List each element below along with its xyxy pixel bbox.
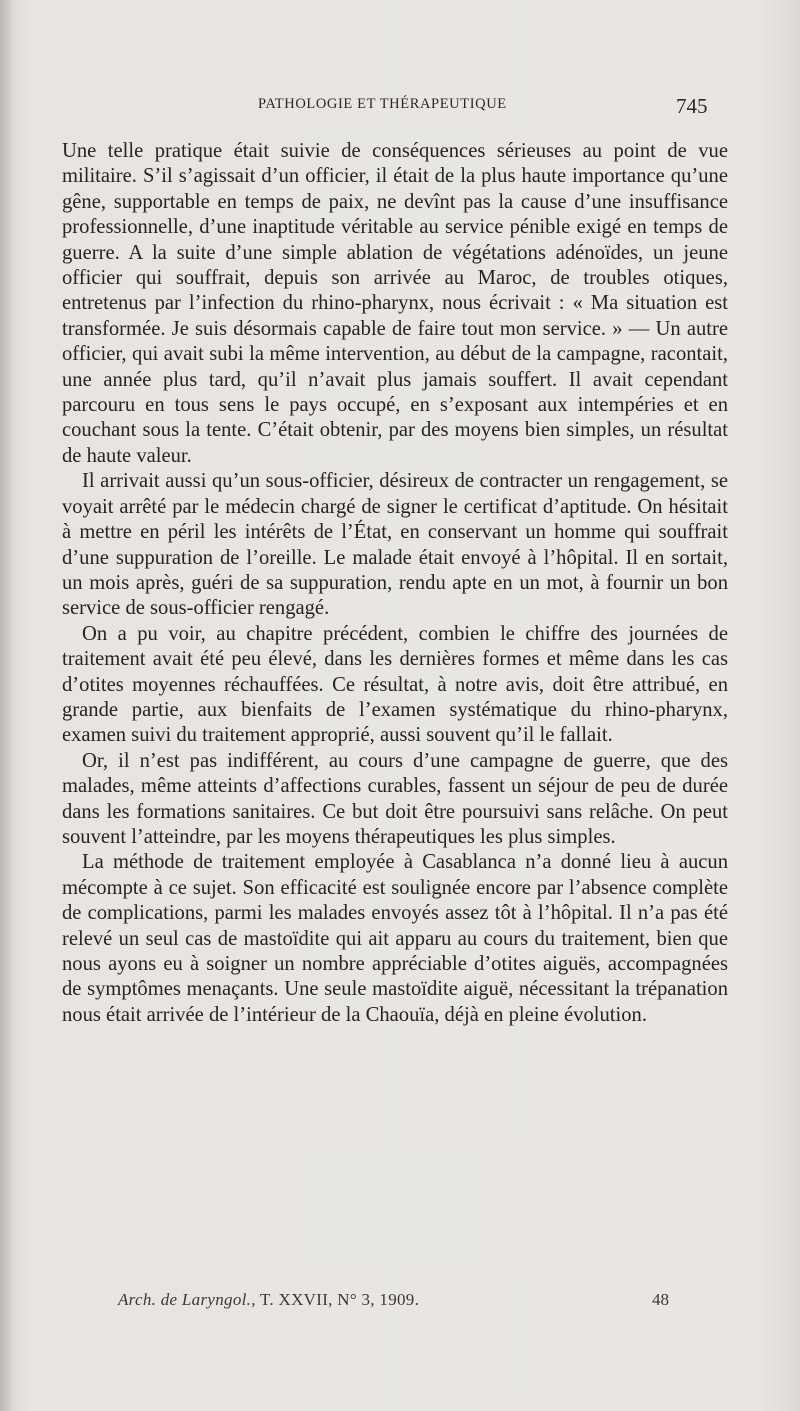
- binding-shadow: [0, 0, 14, 1411]
- paragraph: Il arrivait aussi qu’un sous-officier, désireux de contracter un rengagement, se voyait arrêté par le médecin chargé de signer le certificat d’aptitude. On hésitait à mettre en péril les intérêts de l’État, en conservant un homme qui souffrait d’une suppuration de l’oreille. Le malade était envoyé à l’hôpital. Il en sortait, un mois après, guéri de sa suppuration, rendu apte en un mot, à fournir un bon service de sous-officier rengagé.: [62, 470, 728, 620]
- paragraph: Une telle pratique était suivie de conséquences sérieuses au point de vue militaire. S’il s’agissait d’un officier, il était de la plus haute importance qu’une gêne, supportable en temps de paix, ne devînt pas la cause d’une insuffisance professionnelle, d’une inaptitude véritable au service pénible exigé en temps de guerre. A la suite d’une simple ablation de végétations adénoïdes, un jeune officier qui souffrait, depuis son arrivée au Maroc, de troubles otiques, entretenus par l’infection du rhino-pharynx, nous écrivait : « Ma situation est transformée. Je suis désormais capable de faire tout mon service. » — Un autre officier, qui avait subi la même intervention, au début de la campagne, racontait, une année plus tard, qu’il n’avait plus jamais souffert. Il avait cependant parcouru en tous sens le pays occupé, en s’exposant aux intempéries et en couchant sous la tente. C’était obtenir, par des moyens bien simples, un résultat de haute valeur.: [62, 140, 728, 467]
- running-head: PATHOLOGIE ET THÉRAPEUTIQUE: [258, 96, 507, 112]
- paragraph: La méthode de traitement employée à Casablanca n’a donné lieu à aucun mécompte à ce sujet. Son efficacité est soulignée encore par l’absence complète de complications, parmi les malades envoyés assez tôt à l’hôpital. Il n’a pas été relevé un seul cas de mastoïdite qui ait apparu au cours du traitement, bien que nous ayons eu à soigner un nombre appréciable d’otites aiguës, accompagnées de symptômes menaçants. Une seule mastoïdite aiguë, nécessitant la trépanation nous était arrivée de l’intérieur de la Chaouïa, déjà en pleine évolution.: [62, 851, 728, 1026]
- journal-name: Arch. de Laryngol.,: [118, 1290, 256, 1309]
- page-footer: [0, 1290, 800, 1316]
- page-number: 745: [676, 94, 708, 118]
- body-text: [62, 139, 728, 1028]
- page-header: [0, 94, 800, 118]
- journal-volume: T. XXVII, N° 3, 1909.: [260, 1290, 420, 1309]
- paragraph: On a pu voir, au chapitre précédent, combien le chiffre des journées de traitement avait été peu élevé, dans les dernières formes et même dans les cas d’otites moyennes réchauffées. Ce résultat, à notre avis, doit être attribué, en grande partie, aux bienfaits de l’examen systématique du rhino-pharynx, examen suivi du traitement approprié, aussi souvent qu’il le fallait.: [62, 622, 728, 747]
- signature-mark: 48: [652, 1290, 669, 1309]
- footer-citation: [118, 1290, 419, 1310]
- paragraph: Or, il n’est pas indifférent, au cours d’une campagne de guerre, que des malades, même atteints d’affections curables, fassent un séjour de peu de durée dans les formations sanitaires. Ce but doit être poursuivi sans relâche. On peut souvent l’atteindre, par les moyens thérapeutiques les plus simples.: [62, 749, 728, 848]
